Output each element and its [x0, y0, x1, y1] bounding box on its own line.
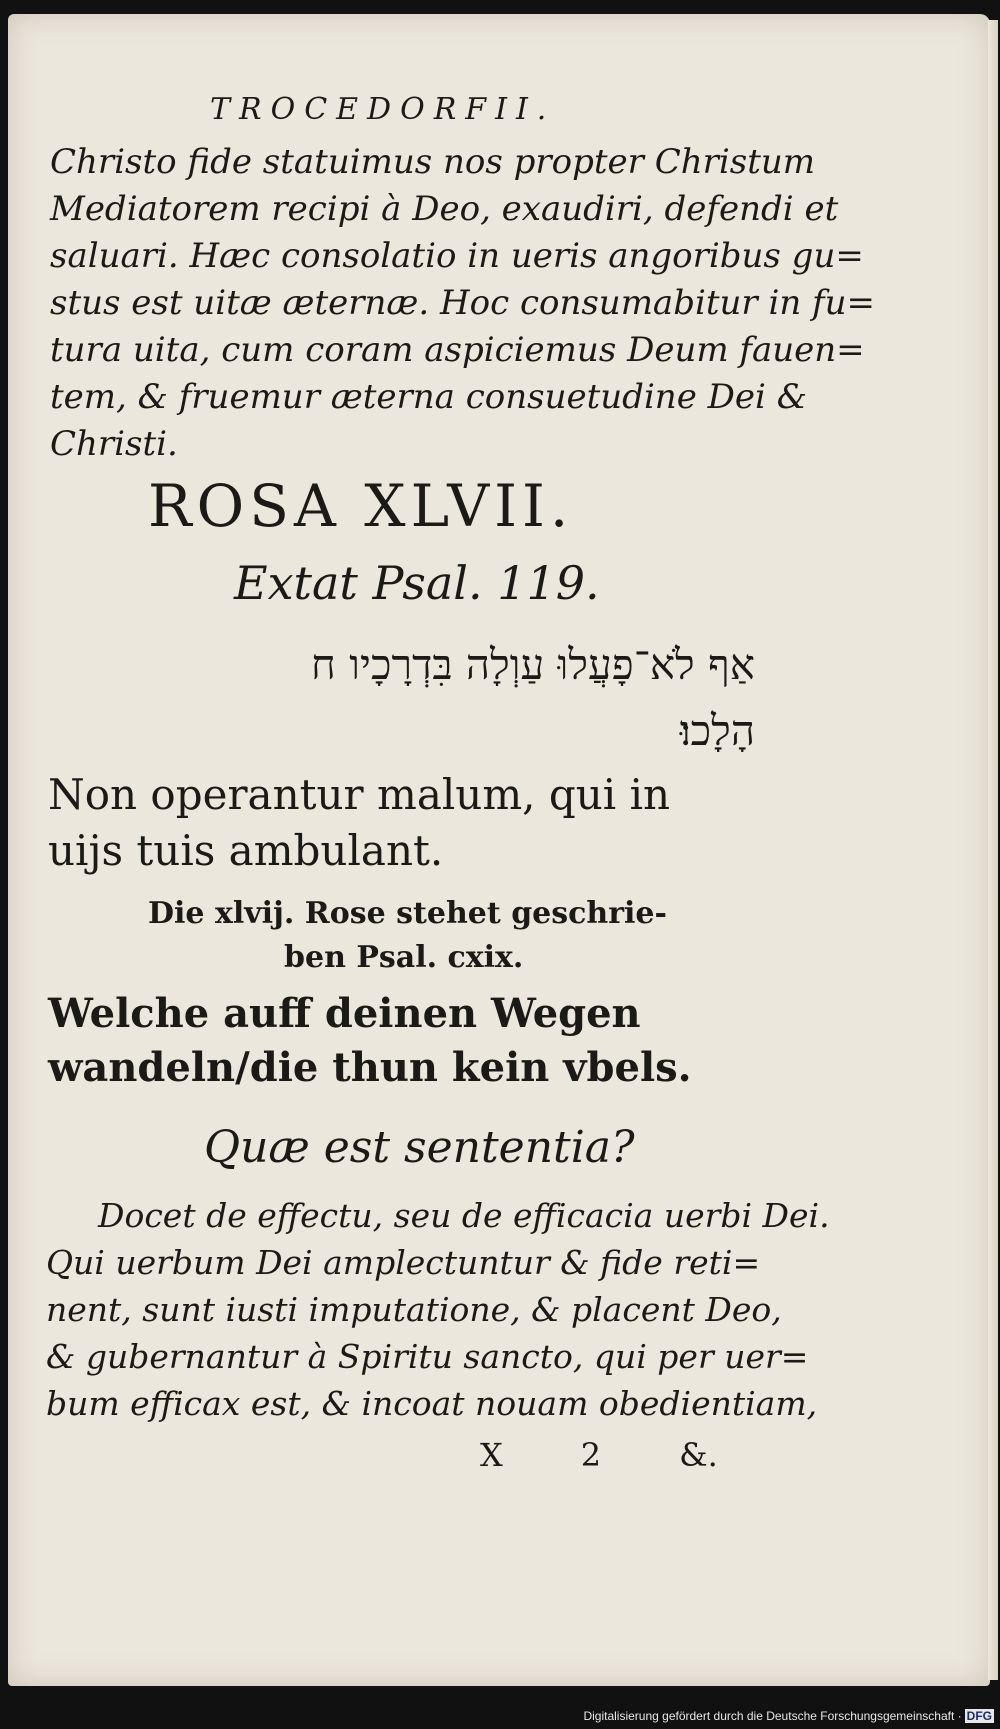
catchword: &.	[679, 1436, 718, 1474]
german-verse-line: wandeln/die thun kein vbels.	[48, 1044, 692, 1091]
german-intro-line: ben Psal. cxix.	[284, 940, 524, 975]
intro-line: tem, & fruemur æterna consuetudine Dei &	[50, 377, 807, 417]
signature-line	[480, 1436, 1000, 1474]
german-verse-line: Welche auff deinen Wegen	[48, 990, 641, 1037]
question-heading: Quæ est sententia?	[204, 1122, 635, 1173]
intro-line: Christi.	[50, 424, 178, 464]
body-line: nent, sunt iusti imputatione, & placent Deo,	[46, 1290, 782, 1329]
body-line: & gubernantur à Spiritu sancto, qui per uer=	[46, 1337, 809, 1376]
body-line: Qui uerbum Dei amplectuntur & fide reti=	[46, 1243, 761, 1282]
running-head: TROCEDORFII.	[210, 92, 556, 127]
section-subtitle: Extat Psal. 119.	[234, 556, 600, 610]
body-line: bum efficax est, & incoat nouam obedientiam,	[46, 1384, 818, 1423]
latin-verse-line: Non operantur malum, qui in	[48, 770, 671, 819]
latin-verse-line: uijs tuis ambulant.	[48, 826, 444, 875]
intro-line: tura uita, cum coram aspiciemus Deum fauen=	[50, 330, 865, 370]
digitization-credit	[583, 1709, 994, 1723]
intro-line: stus est uitæ æternæ. Hoc consumabitur in fu=	[50, 283, 876, 323]
signature-number: 2	[580, 1436, 602, 1474]
hebrew-verse-line: הָלָכוּ׃	[679, 706, 755, 755]
german-intro-line: Die xlvij. Rose stehet geschrie-	[148, 896, 667, 931]
dfg-logo: DFG	[966, 1709, 992, 1723]
intro-line: Christo fide statuimus nos propter Christum	[50, 142, 816, 182]
hebrew-verse-line: אַף לֹא־פָעֲלוּ עַוְלָה בִּדְרָכָיו ח	[311, 640, 755, 689]
credit-text: Digitalisierung gefördert durch die Deutsche Forschungsgemeinschaft ·	[583, 1709, 962, 1723]
signature-mark: X	[480, 1436, 503, 1474]
body-line: Docet de effectu, seu de efficacia uerbi Dei.	[98, 1196, 830, 1235]
intro-line: saluari. Hæc consolatio in ueris angoribus gu=	[50, 236, 864, 276]
intro-line: Mediatorem recipi à Deo, exaudiri, defendi et	[50, 189, 839, 229]
section-title: ROSA XLVII.	[148, 472, 574, 540]
